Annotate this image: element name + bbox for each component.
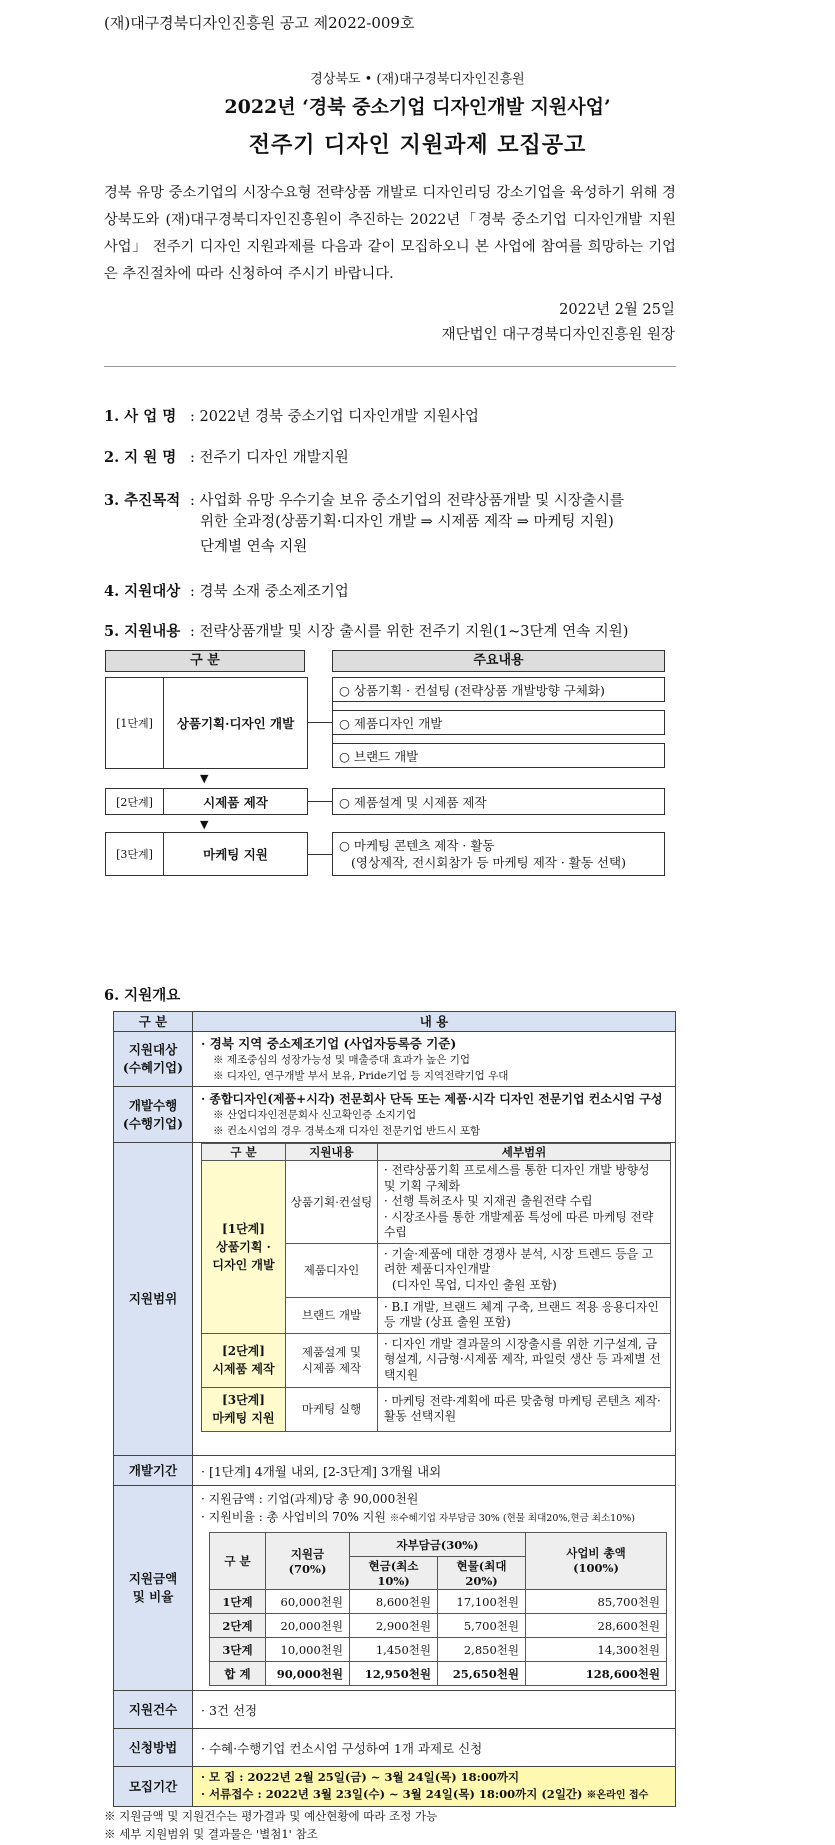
cost-cell: 85,700천원 xyxy=(526,1590,667,1614)
fund-note: ※수혜기업 자부담금 30% (현물 최대20%,현금 최소10%) xyxy=(389,1513,635,1524)
stage2-item: ○ 제품설계 및 시제품 제작 xyxy=(332,788,665,815)
cost-head-inkind: 현물(최대20%) xyxy=(438,1557,526,1590)
cost-head-self: 자부담금(30%) xyxy=(350,1533,526,1557)
fund-label: 지원금액 및 비율 xyxy=(114,1486,193,1691)
scope-stage2-label: [2단계] 시제품 제작 xyxy=(202,1333,286,1387)
period-label: 개발기간 xyxy=(114,1456,193,1486)
cost-cell: 10,000천원 xyxy=(266,1638,350,1662)
cost-cell: 2,900천원 xyxy=(350,1614,438,1638)
cost-row xyxy=(210,1614,667,1638)
cost-row-label: 3단계 xyxy=(210,1638,266,1662)
cost-row-label: 합 계 xyxy=(210,1662,266,1686)
detail-line: · 시장조사를 통한 개발제품 특성에 따른 마케팅 전략 수립 xyxy=(384,1209,654,1239)
fund-line-2 xyxy=(201,1508,667,1528)
cost-head-cash: 현금(최소10%) xyxy=(350,1557,438,1590)
target-main: · 경북 지역 중소제조기업 (사업자등록증 기준) xyxy=(201,1036,457,1051)
connector xyxy=(308,854,332,855)
scope-s2-detail: · 디자인 개발 결과물의 시장출시를 위한 기구설계, 금형설계, 시금형·시제품 제작, 파일럿 생산 등 과제별 선택지원 xyxy=(378,1333,671,1387)
flow-stage3-box xyxy=(105,832,308,876)
cost-cell: 28,600천원 xyxy=(526,1614,667,1638)
scope-head-content: 지원내용 xyxy=(286,1144,378,1161)
fund-rate: · 지원비율 : 총 사업비의 70% 지원 xyxy=(201,1510,386,1524)
scope-s1-r2-detail xyxy=(378,1243,671,1297)
cost-cell: 90,000천원 xyxy=(266,1662,350,1686)
cost-row xyxy=(210,1638,667,1662)
stage3-tag: [3단계] xyxy=(106,833,164,875)
period-value: · [1단계] 4개월 내외, [2-3단계] 3개월 내외 xyxy=(193,1456,676,1486)
scope-head-detail: 세부범위 xyxy=(378,1144,671,1161)
stage2-tag: [2단계] xyxy=(106,789,164,814)
title-line-1: 2022년 ‘경북 중소기업 디자인개발 지원사업’ xyxy=(224,96,611,118)
footnote-2: ※ 세부 지원범위 및 결과물은 '별첨1' 참조 xyxy=(104,1827,318,1841)
detail-line: · 기술·제품에 대한 경쟁사 분석, 시장 트렌드 등을 고려한 제품디자인개발 xyxy=(384,1246,654,1277)
overview-head-content: 내 용 xyxy=(193,1012,676,1032)
arrow-down-icon: ▼ xyxy=(200,818,209,831)
recruit-label: 모집기간 xyxy=(114,1767,193,1807)
stage2-name: 시제품 제작 xyxy=(203,794,268,810)
scope-s2-name: 제품설계 및 시제품 제작 xyxy=(286,1333,378,1387)
exec-label: 개발수행 (수행기업) xyxy=(114,1087,193,1143)
signer: 재단법인 대구경북디자인진흥원 원장 xyxy=(441,327,675,343)
intro-paragraph: 경북 유망 중소기업의 시장수요형 전략상품 개발로 디자인리딩 강소기업을 육성하기 위해 경상북도와 (재)대구경북디자인진흥원이 추진하는 2022년「경북 중소기업 디자인개발 지원사업」 전주기 디자인 지원과제를 다음과 같이 모집하오니 본 사업에 참여를 희망하는 기업은 추진절차에 따라 신청하여 주시기 바랍니다. xyxy=(104,185,676,282)
title-line-2: 전주기 디자인 지원과제 모집공고 xyxy=(248,132,587,158)
arrow-down-icon: ▼ xyxy=(200,772,209,785)
stage1-name: 상품기획·디자인 개발 xyxy=(176,716,295,731)
stage1-item-2: ○ 제품디자인 개발 xyxy=(332,710,665,735)
divider xyxy=(104,366,676,367)
method-label: 신청방법 xyxy=(114,1729,193,1767)
cost-cell: 8,600천원 xyxy=(350,1590,438,1614)
target-sub-1: ※ 제조중심의 성장가능성 및 매출증대 효과가 높은 기업 xyxy=(213,1054,471,1066)
announce-date: 2022년 2월 25일 xyxy=(559,302,675,318)
detail-line: · 전략상품기획 프로세스를 통한 디자인 개발 방향성 및 기획 구체화 xyxy=(384,1163,650,1193)
stage1-item-1: ○ 상품기획 · 컨설팅 (전략상품 개발방향 구체화) xyxy=(332,677,665,702)
scope-table xyxy=(201,1143,671,1432)
detail-line: (디자인 목업, 디자인 출원 포함) xyxy=(392,1277,557,1292)
connector xyxy=(308,722,332,723)
cost-head-total: 사업비 총액 (100%) xyxy=(526,1533,667,1590)
cost-cell: 128,600천원 xyxy=(526,1662,667,1686)
overview-head-category: 구 분 xyxy=(114,1012,193,1032)
cost-cell: 25,650천원 xyxy=(438,1662,526,1686)
item-target: 4. 지원대상 : 경북 소재 중소제조기업 xyxy=(104,583,349,600)
scope-s3-detail: · 마케팅 전략·계획에 따른 맞춤형 마케팅 콘텐츠 제작·활동 선택지원 xyxy=(378,1387,671,1431)
cost-cell: 12,950천원 xyxy=(350,1662,438,1686)
scope-label: 지원범위 xyxy=(114,1143,193,1456)
exec-sub-2: ※ 컨소시엄의 경우 경북소재 디자인 전문기업 반드시 포함 xyxy=(213,1125,481,1137)
fund-content xyxy=(193,1486,676,1691)
fund-line-1: · 지원금액 : 기업(과제)당 총 90,000천원 xyxy=(201,1492,419,1506)
scope-head-category: 구 분 xyxy=(202,1144,286,1161)
stage3-item-line2: (영상제작, 전시회참가 등 마케팅 제작 · 활동 선택) xyxy=(351,855,626,870)
exec-sub-1: ※ 산업디자인전문회사 신고확인증 소지기업 xyxy=(213,1109,417,1121)
footnote-1: ※ 지원금액 및 지원건수는 평가결과 및 예산현황에 따라 조정 가능 xyxy=(104,1809,438,1823)
cost-cell: 17,100천원 xyxy=(438,1590,526,1614)
target-label: 지원대상 (수혜기업) xyxy=(114,1032,193,1087)
target-content xyxy=(193,1032,676,1087)
cost-row xyxy=(210,1662,667,1686)
recruit-line-1: · 모 집 : 2022년 2월 25일(금) ~ 3월 24일(목) 18:00까지 xyxy=(201,1770,520,1784)
method-value: · 수혜·수행기업 컨소시엄 구성하여 1개 과제로 신청 xyxy=(193,1729,676,1767)
exec-content xyxy=(193,1087,676,1143)
flow-stage1-box xyxy=(105,677,308,769)
cost-cell: 5,700천원 xyxy=(438,1614,526,1638)
stage1-item-3: ○ 브랜드 개발 xyxy=(332,743,665,768)
cost-head-category: 구 분 xyxy=(210,1533,266,1590)
recruit-line-2: · 서류접수 : 2022년 3월 23일(수) ~ 3월 24일(목) 18:00까지 (2일간) xyxy=(201,1787,583,1801)
scope-s3-name: 마케팅 실행 xyxy=(286,1387,378,1431)
cost-row-label: 2단계 xyxy=(210,1614,266,1638)
detail-line: · 선행 특허조사 및 지재권 출원전략 수립 xyxy=(384,1194,593,1208)
purpose-line-3: 단계별 연속 지원 xyxy=(200,539,308,555)
count-label: 지원건수 xyxy=(114,1691,193,1729)
scope-s1-r1-detail xyxy=(378,1161,671,1244)
cost-cell: 60,000천원 xyxy=(266,1590,350,1614)
section-6-title: 6. 지원개요 xyxy=(104,987,181,1004)
flow-head-category: 구 분 xyxy=(105,650,305,672)
scope-s1-r3-name: 브랜드 개발 xyxy=(286,1297,378,1333)
flow-stage2-box xyxy=(105,788,308,815)
stage3-item-line1: ○ 마케팅 콘텐츠 제작 · 활동 xyxy=(339,838,495,853)
scope-s1-r1-name: 상품기획·컨설팅 xyxy=(286,1161,378,1244)
purpose-line-2: 위한 全과정(상품기획·디자인 개발 ⇒ 시제품 제작 ⇒ 마케팅 지원) xyxy=(200,514,614,530)
cost-head-support: 지원금(70%) xyxy=(266,1533,350,1590)
item-content: 5. 지원내용 : 전략상품개발 및 시장 출시를 위한 전주기 지원(1~3단계 연속 지원) xyxy=(104,623,629,640)
scope-s1-r2-name: 제품디자인 xyxy=(286,1243,378,1297)
organizers: 경상북도 • (재)대구경북디자인진흥원 xyxy=(310,72,525,87)
exec-main: · 종합디자인(제품+시각) 전문회사 단독 또는 제품·시각 디자인 전문기업 컨소시엄 구성 xyxy=(201,1092,663,1106)
cost-cell: 1,450천원 xyxy=(350,1638,438,1662)
count-value: · 3건 선정 xyxy=(193,1691,676,1729)
connector xyxy=(308,801,332,802)
stage3-item xyxy=(332,832,665,876)
item-purpose: 3. 추진목적 : 사업화 유망 우수기술 보유 중소기업의 전략상품개발 및 시장출시를 xyxy=(104,492,624,509)
scope-s1-r3-detail: · B.I 개발, 브랜드 체계 구축, 브랜드 적용 응용디자인 등 개발 (상표 출원 포함) xyxy=(378,1297,671,1333)
cost-row-label: 1단계 xyxy=(210,1590,266,1614)
scope-stage3-label: [3단계] 마케팅 지원 xyxy=(202,1387,286,1431)
scope-stage1-label: [1단계] 상품기획 · 디자인 개발 xyxy=(202,1161,286,1334)
cost-cell: 2,850천원 xyxy=(438,1638,526,1662)
cost-cell: 20,000천원 xyxy=(266,1614,350,1638)
cost-table xyxy=(209,1532,667,1686)
overview-table xyxy=(113,1011,676,1807)
scope-content xyxy=(193,1143,676,1456)
stage3-name: 마케팅 지원 xyxy=(203,847,268,862)
notice-number: (재)대구경북디자인진흥원 공고 제2022-009호 xyxy=(104,14,415,32)
recruit-note: ※온라인 접수 xyxy=(586,1790,649,1801)
stage1-tag: [1단계] xyxy=(106,678,164,768)
item-business-name: 1. 사 업 명 : 2022년 경북 중소기업 디자인개발 지원사업 xyxy=(104,408,479,425)
cost-row xyxy=(210,1590,667,1614)
flow-head-content: 주요내용 xyxy=(332,650,665,672)
target-sub-2: ※ 디자인, 연구개발 부서 보유, Pride기업 등 지역전략기업 우대 xyxy=(213,1070,509,1082)
cost-cell: 14,300천원 xyxy=(526,1638,667,1662)
recruit-content xyxy=(193,1767,676,1807)
item-support-name: 2. 지 원 명 : 전주기 디자인 개발지원 xyxy=(104,449,349,466)
